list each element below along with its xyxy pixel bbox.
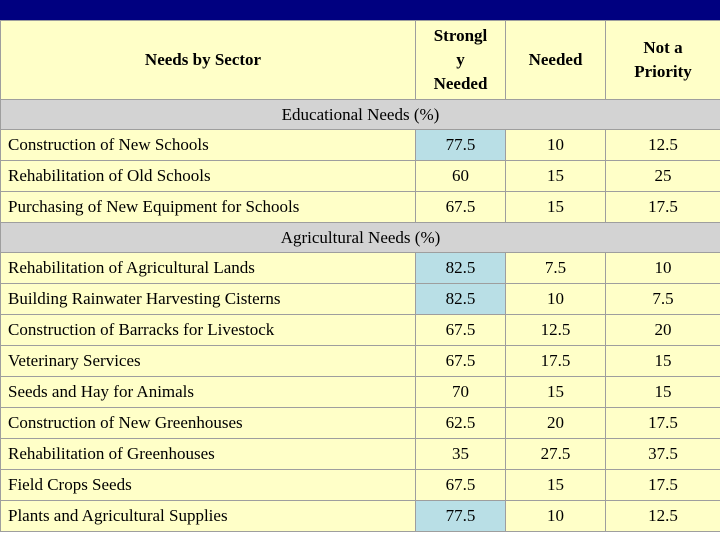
row-label: Construction of Barracks for Livestock <box>1 315 416 346</box>
cell-not-priority: 20 <box>606 315 720 346</box>
header-row <box>1 21 720 100</box>
cell-not-priority: 7.5 <box>606 284 720 315</box>
header-strongly-line-2: y <box>456 50 465 69</box>
cell-needed: 17.5 <box>506 346 606 377</box>
row-label: Rehabilitation of Old Schools <box>1 161 416 192</box>
cell-not-priority: 15 <box>606 346 720 377</box>
cell-not-priority: 10 <box>606 253 720 284</box>
cell-strongly-needed: 67.5 <box>416 346 506 377</box>
cell-not-priority: 25 <box>606 161 720 192</box>
table-row <box>1 284 720 315</box>
header-not-priority <box>606 21 720 100</box>
cell-needed: 12.5 <box>506 315 606 346</box>
cell-needed: 15 <box>506 470 606 501</box>
row-label: Construction of New Greenhouses <box>1 408 416 439</box>
table-row <box>1 253 720 284</box>
table-row <box>1 501 720 532</box>
table-row <box>1 130 720 161</box>
cell-needed: 7.5 <box>506 253 606 284</box>
cell-strongly-needed: 67.5 <box>416 315 506 346</box>
row-label: Purchasing of New Equipment for Schools <box>1 192 416 223</box>
cell-not-priority: 37.5 <box>606 439 720 470</box>
header-not-priority-line-1: Not a <box>643 38 683 57</box>
table-row <box>1 315 720 346</box>
cell-strongly-needed: 82.5 <box>416 253 506 284</box>
cell-not-priority: 15 <box>606 377 720 408</box>
section-header-row <box>1 223 720 253</box>
header-strongly-needed <box>416 21 506 100</box>
cell-needed: 15 <box>506 377 606 408</box>
table-row <box>1 377 720 408</box>
cell-needed: 20 <box>506 408 606 439</box>
header-strongly-line-3: Needed <box>433 74 488 93</box>
section-header-row <box>1 100 720 130</box>
section-title: Educational Needs (%) <box>1 100 720 130</box>
title-bar <box>0 0 720 20</box>
header-sector: Needs by Sector <box>1 21 416 100</box>
header-needed: Needed <box>506 21 606 100</box>
cell-strongly-needed: 77.5 <box>416 501 506 532</box>
cell-needed: 10 <box>506 284 606 315</box>
cell-not-priority: 12.5 <box>606 130 720 161</box>
cell-not-priority: 17.5 <box>606 470 720 501</box>
cell-strongly-needed: 62.5 <box>416 408 506 439</box>
cell-needed: 10 <box>506 130 606 161</box>
table-row <box>1 346 720 377</box>
cell-needed: 15 <box>506 192 606 223</box>
needs-table <box>0 20 720 532</box>
cell-needed: 15 <box>506 161 606 192</box>
table-row <box>1 439 720 470</box>
table-row <box>1 192 720 223</box>
header-not-priority-line-2: Priority <box>634 62 692 81</box>
cell-not-priority: 12.5 <box>606 501 720 532</box>
row-label: Veterinary Services <box>1 346 416 377</box>
row-label: Rehabilitation of Greenhouses <box>1 439 416 470</box>
table-row <box>1 470 720 501</box>
row-label: Seeds and Hay for Animals <box>1 377 416 408</box>
row-label: Rehabilitation of Agricultural Lands <box>1 253 416 284</box>
cell-strongly-needed: 82.5 <box>416 284 506 315</box>
cell-strongly-needed: 35 <box>416 439 506 470</box>
table-row <box>1 408 720 439</box>
row-label: Plants and Agricultural Supplies <box>1 501 416 532</box>
cell-strongly-needed: 67.5 <box>416 470 506 501</box>
cell-strongly-needed: 67.5 <box>416 192 506 223</box>
cell-needed: 10 <box>506 501 606 532</box>
row-label: Field Crops Seeds <box>1 470 416 501</box>
cell-strongly-needed: 70 <box>416 377 506 408</box>
table-row <box>1 161 720 192</box>
row-label: Construction of New Schools <box>1 130 416 161</box>
cell-strongly-needed: 77.5 <box>416 130 506 161</box>
cell-not-priority: 17.5 <box>606 408 720 439</box>
cell-needed: 27.5 <box>506 439 606 470</box>
header-strongly-line-1: Strongl <box>433 26 488 45</box>
section-title: Agricultural Needs (%) <box>1 223 720 253</box>
cell-strongly-needed: 60 <box>416 161 506 192</box>
row-label: Building Rainwater Harvesting Cisterns <box>1 284 416 315</box>
cell-not-priority: 17.5 <box>606 192 720 223</box>
